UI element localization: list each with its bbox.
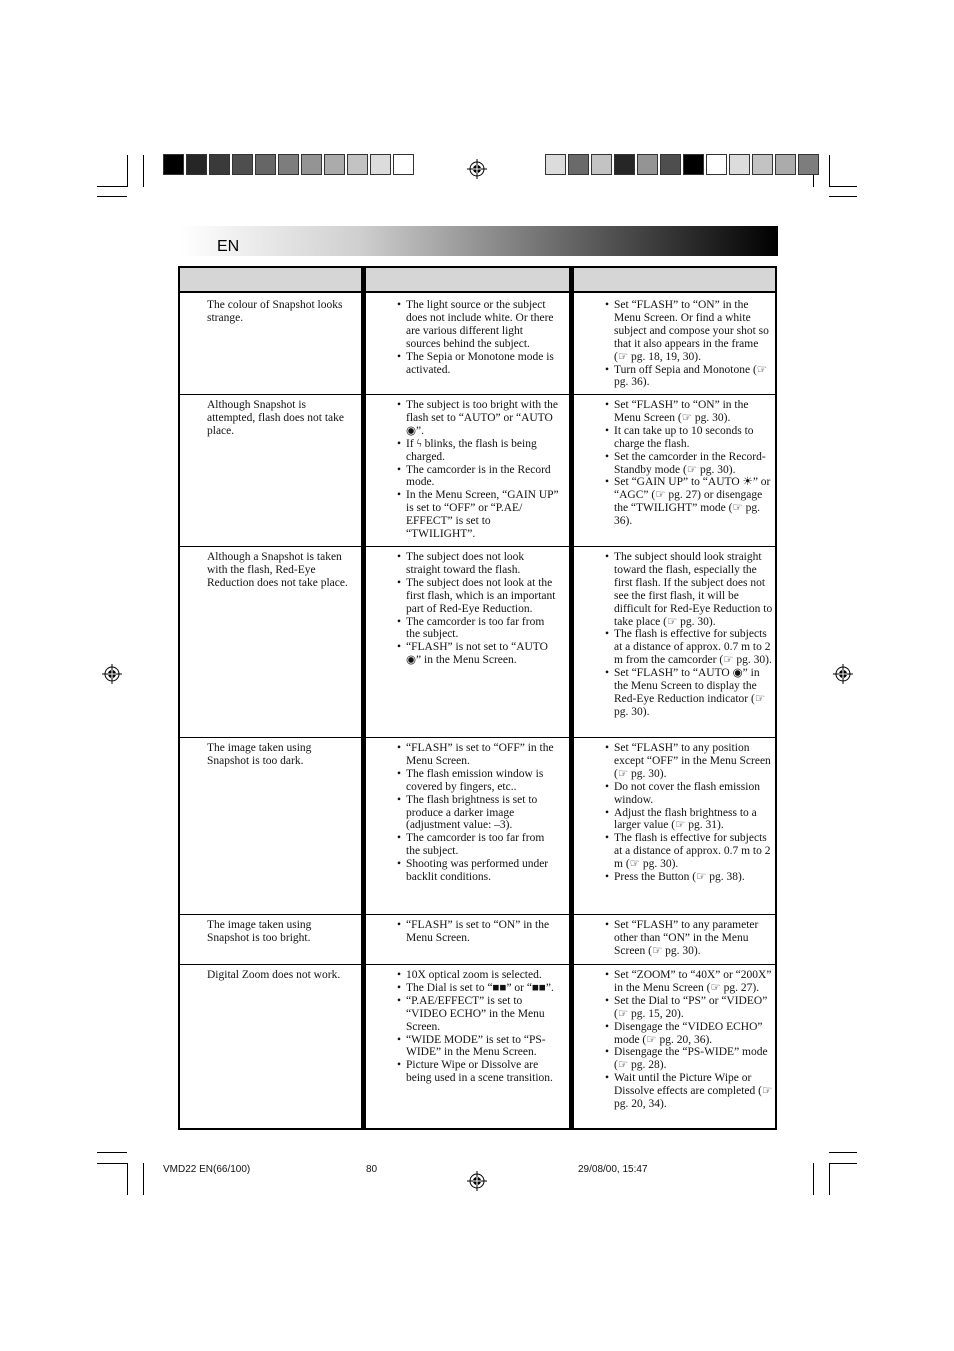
table-header-symptom <box>180 268 361 293</box>
list-item: • “P.AE/EFFECT” is set to “VIDEO ECHO” in the Menu Screen. <box>397 995 559 1034</box>
crop-mark <box>97 196 127 197</box>
list-item: • The flash emission window is covered by fingers, etc.. <box>397 768 559 794</box>
list-item: • The flash is effective for subjects at a distance of approx. 0.7 m to 2 m from the camcorder (☞ pg. 30). <box>605 628 773 667</box>
footer-file-id: VMD22 EN(66/100) <box>163 1164 251 1175</box>
color-swatch <box>163 154 184 175</box>
troubleshooting-table <box>178 266 777 1130</box>
color-swatch <box>545 154 566 175</box>
list-item: • Set “FLASH” to any position except “OFF” in the Menu Screen (☞ pg. 30). <box>605 742 773 781</box>
list-item: • Shooting was performed under backlit conditions. <box>397 858 559 884</box>
cause-cell <box>397 551 559 667</box>
column-divider <box>569 268 574 1128</box>
list-item: • If ϟ blinks, the flash is being charged. <box>397 438 559 464</box>
crop-mark <box>829 1152 857 1153</box>
color-swatch <box>637 154 658 175</box>
crop-mark <box>97 186 127 187</box>
symptom-cell: The image taken using Snapshot is too dark. <box>207 742 312 767</box>
action-cell <box>605 551 773 719</box>
list-item: • Do not cover the flash emission window. <box>605 781 773 807</box>
cause-cell <box>397 969 559 1085</box>
color-swatch <box>255 154 276 175</box>
registration-mark-icon <box>467 1171 487 1191</box>
list-item: • Set “ZOOM” to “40X” or “200X” in the Menu Screen (☞ pg. 27). <box>605 969 773 995</box>
color-swatch <box>209 154 230 175</box>
color-swatch <box>706 154 727 175</box>
cause-cell <box>397 299 559 376</box>
crop-mark <box>127 155 128 187</box>
table-header-cause <box>366 268 569 293</box>
color-swatch <box>752 154 773 175</box>
color-swatch <box>186 154 207 175</box>
color-swatch <box>775 154 796 175</box>
color-swatch <box>347 154 368 175</box>
crop-mark <box>829 186 857 187</box>
color-swatch <box>393 154 414 175</box>
list-item: • The subject does not look straight toward the flash. <box>397 551 559 577</box>
footer-page-number: 80 <box>366 1164 378 1175</box>
cause-cell <box>397 399 559 541</box>
list-item: • The subject does not look at the first flash, which is an important part of Red-Eye Reduction. <box>397 577 559 616</box>
crop-mark <box>97 1152 127 1153</box>
color-swatch <box>324 154 345 175</box>
crop-mark <box>813 1163 814 1195</box>
color-swatch <box>614 154 635 175</box>
action-cell <box>605 399 773 528</box>
grayscale-calibration-bar-left <box>163 154 416 175</box>
action-cell <box>605 919 773 958</box>
list-item: • Set “FLASH” to “ON” in the Menu Screen. Or find a white subject and compose your shot so that it also appears in the frame (☞ pg. 18, 19, 30). <box>605 299 773 364</box>
list-item: • Set “GAIN UP” to “AUTO ☀” or “AGC” (☞ pg. 27) or disengage the “TWILIGHT” mode (☞ pg. 36). <box>605 476 773 528</box>
symptom-cell: Although Snapshot is attempted, flash does not take place. <box>207 399 345 437</box>
registration-mark-icon <box>467 159 487 179</box>
color-swatch <box>278 154 299 175</box>
section-header-band <box>180 226 778 256</box>
list-item: • “FLASH” is not set to “AUTO ◉” in the Menu Screen. <box>397 641 559 667</box>
list-item: • “WIDE MODE” is set to “PS-WIDE” in the Menu Screen. <box>397 1034 559 1060</box>
list-item: • The flash brightness is set to produce a darker image (adjustment value: –3). <box>397 794 559 833</box>
cause-cell <box>397 919 559 945</box>
list-item: • Disengage the “VIDEO ECHO” mode (☞ pg. 20, 36). <box>605 1021 773 1047</box>
crop-mark <box>143 1163 144 1195</box>
cause-cell <box>397 742 559 884</box>
grayscale-calibration-bar-right <box>545 154 821 175</box>
color-swatch <box>729 154 750 175</box>
symptom-cell: Although a Snapshot is taken with the flash, Red-Eye Reduction does not take place. <box>207 551 348 589</box>
registration-mark-icon <box>833 664 853 684</box>
crop-mark <box>829 1163 857 1164</box>
color-swatch <box>232 154 253 175</box>
list-item: • It can take up to 10 seconds to charge the flash. <box>605 425 773 451</box>
list-item: • The light source or the subject does not include white. Or there are various different light sources behind the subject. <box>397 299 559 351</box>
color-swatch <box>683 154 704 175</box>
color-swatch <box>591 154 612 175</box>
list-item: • Press the Button (☞ pg. 38). <box>605 871 773 884</box>
crop-mark <box>127 1163 128 1195</box>
list-item: • Turn off Sepia and Monotone (☞ pg. 36). <box>605 364 773 390</box>
list-item: • Set “FLASH” to any parameter other than “ON” in the Menu Screen (☞ pg. 30). <box>605 919 773 958</box>
column-divider <box>361 268 366 1128</box>
symptom-cell: Digital Zoom does not work. <box>207 969 341 981</box>
list-item: • Picture Wipe or Dissolve are being used in a scene transition. <box>397 1059 559 1085</box>
list-item: • The subject is too bright with the flash set to “AUTO” or “AUTO ◉”. <box>397 399 559 438</box>
row-divider <box>180 394 775 395</box>
crop-mark <box>829 155 830 187</box>
crop-mark <box>143 155 144 187</box>
color-swatch <box>568 154 589 175</box>
symptom-cell: The image taken using Snapshot is too bright. <box>207 919 312 944</box>
list-item: • In the Menu Screen, “GAIN UP” is set to “OFF” or “P.AE/ EFFECT” is set to “TWILIGHT”. <box>397 489 559 541</box>
list-item: • The camcorder is too far from the subject. <box>397 832 559 858</box>
list-item: • The camcorder is in the Record mode. <box>397 464 559 490</box>
list-item: • Disengage the “PS-WIDE” mode (☞ pg. 28). <box>605 1046 773 1072</box>
list-item: • The flash is effective for subjects at a distance of approx. 0.7 m to 2 m (☞ pg. 30). <box>605 832 773 871</box>
list-item: • Set the camcorder in the Record-Standby mode (☞ pg. 30). <box>605 451 773 477</box>
color-swatch <box>798 154 819 175</box>
list-item: • Adjust the flash brightness to a larger value (☞ pg. 31). <box>605 807 773 833</box>
action-cell <box>605 969 773 1111</box>
table-header-action <box>574 268 775 293</box>
list-item: • 10X optical zoom is selected. <box>397 969 559 982</box>
row-divider <box>180 737 775 738</box>
action-cell <box>605 299 773 389</box>
list-item: • The Dial is set to “■■” or “■■”. <box>397 982 559 995</box>
row-divider <box>180 546 775 547</box>
registration-mark-icon <box>102 664 122 684</box>
footer-timestamp: 29/08/00, 15:47 <box>578 1164 648 1175</box>
list-item: • Set “FLASH” to “AUTO ◉” in the Menu Screen to display the Red-Eye Reduction indicator (☞ pg. 30). <box>605 667 773 719</box>
crop-mark <box>829 1163 830 1195</box>
list-item: • The subject should look straight toward the flash, especially the first flash. If the subject does not see the first flash, it will be difficult for Red-Eye Reduction to take place (☞ pg. 30). <box>605 551 773 628</box>
list-item: • Set “FLASH” to “ON” in the Menu Screen (☞ pg. 30). <box>605 399 773 425</box>
color-swatch <box>370 154 391 175</box>
list-item: • The Sepia or Monotone mode is activated. <box>397 351 559 377</box>
row-divider <box>180 914 775 915</box>
list-item: • The camcorder is too far from the subject. <box>397 616 559 642</box>
color-swatch <box>301 154 322 175</box>
list-item: • “FLASH” is set to “OFF” in the Menu Screen. <box>397 742 559 768</box>
color-swatch <box>660 154 681 175</box>
list-item: • Wait until the Picture Wipe or Dissolve effects are completed (☞ pg. 20, 34). <box>605 1072 773 1111</box>
list-item: • Set the Dial to “PS” or “VIDEO” (☞ pg. 15, 20). <box>605 995 773 1021</box>
crop-mark <box>829 196 857 197</box>
action-cell <box>605 742 773 884</box>
symptom-cell: The colour of Snapshot looks strange. <box>207 299 343 324</box>
list-item: • “FLASH” is set to “ON” in the Menu Screen. <box>397 919 559 945</box>
language-label: EN <box>217 238 240 255</box>
crop-mark <box>97 1163 127 1164</box>
row-divider <box>180 964 775 965</box>
